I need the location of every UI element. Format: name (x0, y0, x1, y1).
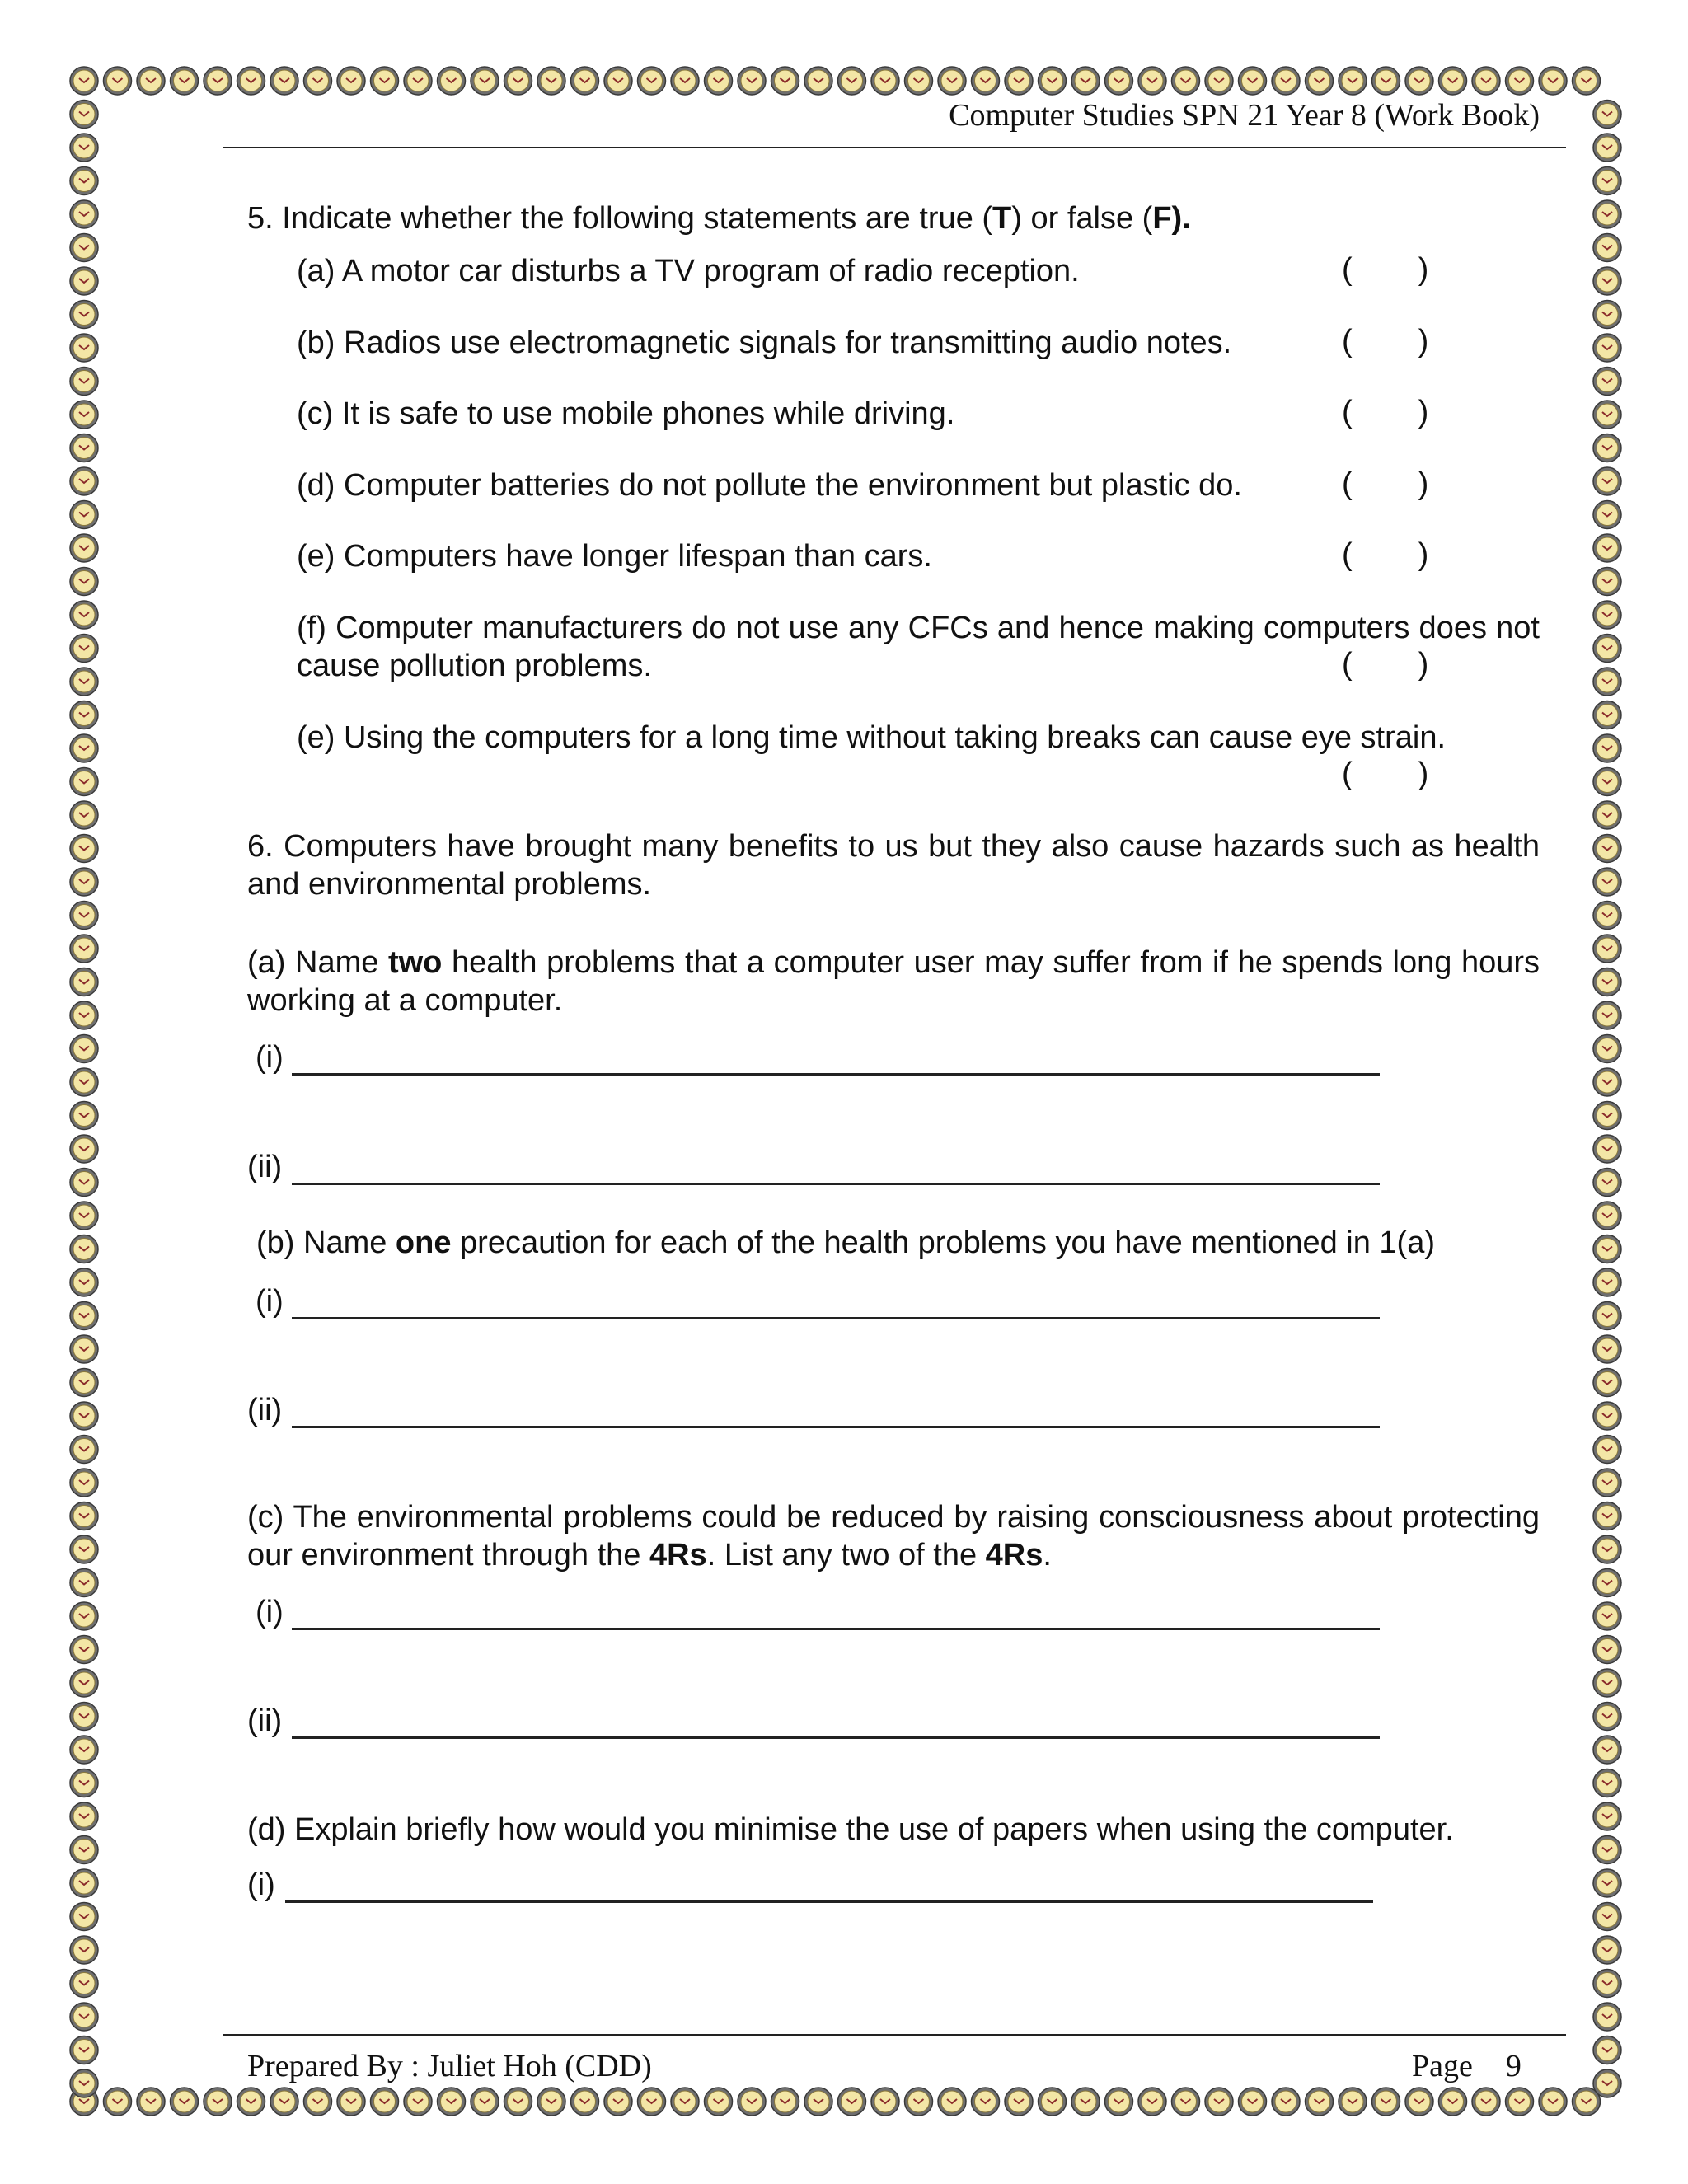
q6a-label-ii: (ii) (247, 1150, 283, 1184)
clock-icon (1593, 1502, 1621, 1530)
q5-item-b: (b) Radios use electromagnetic signals for transmitting audio notes. (297, 326, 1232, 360)
clock-icon (604, 2088, 632, 2116)
q6c-question: (c) The environmental problems could be reduced by raising consciousness about protecting our environment through the 4Rs. List any two of the 4Rs. (247, 1500, 1540, 1572)
q6d-answer-line-i[interactable] (285, 1900, 1373, 1903)
clock-icon (1539, 2088, 1567, 2116)
answer-box-c[interactable]: ( ) (1342, 395, 1429, 429)
footer-rule (223, 2034, 1566, 2036)
clock-icon (70, 768, 98, 796)
clock-icon (70, 1369, 98, 1397)
clock-icon (1593, 1869, 1621, 1897)
clock-icon (104, 67, 132, 95)
clock-icon (871, 2088, 899, 2116)
clock-icon (70, 1535, 98, 1563)
clock-icon (1306, 67, 1334, 95)
clock-icon (1593, 1636, 1621, 1664)
clock-icon (70, 534, 98, 562)
clock-icon (70, 167, 98, 195)
clock-icon (70, 835, 98, 863)
clock-icon (1005, 67, 1033, 95)
clock-icon (70, 1302, 98, 1330)
q6c-answer-line-i[interactable] (292, 1628, 1380, 1630)
clock-icon (70, 1903, 98, 1931)
q5-item-e: (e) Computers have longer lifespan than cars. (297, 539, 932, 574)
clock-icon (1593, 1836, 1621, 1864)
q5-item-c: (c) It is safe to use mobile phones while driving. (297, 396, 955, 431)
clock-icon (70, 868, 98, 896)
clock-icon (771, 2088, 799, 2116)
clock-icon (70, 935, 98, 963)
clock-icon (1593, 1535, 1621, 1563)
q5-item-a: (a) A motor car disturbs a TV program of radio reception. (297, 254, 1080, 288)
clock-icon (1071, 67, 1100, 95)
clock-icon (70, 968, 98, 996)
clock-icon (1439, 67, 1467, 95)
clock-icon (70, 1402, 98, 1430)
clock-icon (1593, 234, 1621, 262)
clock-icon (70, 1736, 98, 1764)
clock-icon (1593, 534, 1621, 562)
clock-icon (471, 2088, 499, 2116)
clock-icon (70, 1436, 98, 1464)
clock-icon (1506, 67, 1534, 95)
clock-icon (972, 2088, 1000, 2116)
clock-icon (871, 67, 899, 95)
clock-icon (1593, 1669, 1621, 1697)
clock-icon (1138, 67, 1166, 95)
clock-icon (70, 1769, 98, 1797)
clock-icon (1172, 2088, 1200, 2116)
clock-icon (1593, 434, 1621, 462)
clock-icon (1172, 67, 1200, 95)
clock-icon (137, 67, 165, 95)
clock-icon (70, 434, 98, 462)
clock-icon (1593, 1001, 1621, 1029)
q6a-question: (a) Name two health problems that a computer user may suffer from if he spends long hours working at a computer. (247, 945, 1540, 1018)
clock-icon (70, 902, 98, 930)
clock-icon (1593, 2069, 1621, 2097)
clock-icon (70, 1802, 98, 1830)
clock-icon (1593, 635, 1621, 663)
clock-icon (70, 734, 98, 762)
clock-icon (70, 1669, 98, 1697)
clock-icon (70, 401, 98, 429)
clock-icon (1205, 2088, 1233, 2116)
clock-icon (671, 2088, 699, 2116)
clock-icon (70, 368, 98, 396)
clock-icon (738, 67, 766, 95)
clock-icon (1005, 2088, 1033, 2116)
clock-icon (1593, 968, 1621, 996)
clock-icon (738, 2088, 766, 2116)
q6b-question: (b) Name one precaution for each of the health problems you have mentioned in 1(a) (256, 1226, 1435, 1260)
clock-icon (604, 67, 632, 95)
clock-icon (70, 234, 98, 262)
clock-icon (938, 67, 966, 95)
clock-icon (237, 67, 265, 95)
q6c-answer-line-ii[interactable] (292, 1736, 1380, 1739)
answer-box-f[interactable]: ( ) (1342, 647, 1429, 682)
clock-icon (1593, 134, 1621, 162)
clock-icon (1593, 334, 1621, 362)
clock-icon (1071, 2088, 1100, 2116)
clock-icon (838, 2088, 866, 2116)
clock-icon (1573, 67, 1601, 95)
footer-page (1412, 2048, 1522, 2084)
clock-icon (1239, 67, 1267, 95)
clock-icon (1272, 67, 1300, 95)
clock-icon (1339, 67, 1367, 95)
clock-icon (70, 1869, 98, 1897)
answer-box-e[interactable]: ( ) (1342, 537, 1429, 572)
clock-icon (1039, 2088, 1067, 2116)
clock-icon (1593, 768, 1621, 796)
answer-box-d[interactable]: ( ) (1342, 466, 1429, 501)
clock-icon (1239, 2088, 1267, 2116)
clock-icon (70, 1001, 98, 1029)
clock-icon (70, 1102, 98, 1130)
clock-icon (1039, 67, 1067, 95)
clock-icon (1439, 2088, 1467, 2116)
clock-icon (1593, 1936, 1621, 1964)
clock-icon (70, 1469, 98, 1497)
q6a-answer-line-i[interactable] (292, 1073, 1380, 1076)
clock-icon (70, 1169, 98, 1197)
q6a-label-i: (i) (256, 1040, 284, 1075)
clock-icon (1593, 1402, 1621, 1430)
clock-icon (304, 67, 332, 95)
clock-icon (70, 501, 98, 529)
clock-icon (1593, 1235, 1621, 1263)
clock-icon (571, 67, 599, 95)
clock-icon (504, 2088, 532, 2116)
clock-icon (1339, 2088, 1367, 2116)
clock-icon (70, 2003, 98, 2031)
clock-icon (1593, 1369, 1621, 1397)
clock-icon (371, 2088, 399, 2116)
clock-icon (1405, 2088, 1433, 2116)
clock-icon (1593, 601, 1621, 629)
clock-icon (70, 801, 98, 829)
clock-icon (70, 1569, 98, 1597)
clock-icon (171, 67, 199, 95)
q5-item-g: (e) Using the computers for a long time without taking breaks can cause eye strain. (297, 720, 1447, 755)
clock-icon (1593, 2036, 1621, 2064)
clock-icon (1593, 1970, 1621, 1998)
clock-icon (70, 134, 98, 162)
clock-icon (337, 67, 365, 95)
clock-icon (1593, 1602, 1621, 1630)
clock-icon (471, 67, 499, 95)
clock-icon (70, 1936, 98, 1964)
clock-icon (1593, 1703, 1621, 1731)
header-rule (223, 147, 1566, 148)
clock-icon (1472, 67, 1500, 95)
clock-icon (1593, 1135, 1621, 1163)
clock-icon (137, 2088, 165, 2116)
clock-icon (337, 2088, 365, 2116)
q6c-label-i: (i) (256, 1595, 284, 1629)
clock-icon (438, 67, 466, 95)
clock-icon (938, 2088, 966, 2116)
clock-icon (1593, 1436, 1621, 1464)
clock-icon (70, 1636, 98, 1664)
clock-icon (1138, 2088, 1166, 2116)
clock-icon (438, 2088, 466, 2116)
clock-icon (270, 2088, 298, 2116)
q5-instruction: 5. Indicate whether the following statements are true (T) or false (F). (247, 201, 1191, 236)
clock-icon (537, 67, 565, 95)
clock-icon (905, 2088, 933, 2116)
clock-icon (1306, 2088, 1334, 2116)
clock-icon (1472, 2088, 1500, 2116)
clock-icon (70, 67, 98, 95)
clock-icon (70, 1135, 98, 1163)
clock-icon (838, 67, 866, 95)
footer-prepared-by: Prepared By : Juliet Hoh (CDD) (247, 2049, 652, 2083)
clock-icon (1593, 501, 1621, 529)
clock-icon (70, 1703, 98, 1731)
clock-icon (1593, 167, 1621, 195)
clock-icon (70, 1068, 98, 1096)
clock-icon (1593, 734, 1621, 762)
clock-icon (671, 67, 699, 95)
clock-icon (1539, 67, 1567, 95)
clock-icon (571, 2088, 599, 2116)
answer-box-a[interactable]: ( ) (1342, 252, 1429, 287)
answer-box-b[interactable]: ( ) (1342, 324, 1429, 359)
q6-intro: 6. Computers have brought many benefits to us but they also cause hazards such as health and environmental problems. (247, 829, 1540, 902)
clock-icon (70, 1970, 98, 1998)
clock-icon (1593, 101, 1621, 129)
clock-icon (1593, 1335, 1621, 1363)
clock-icon (1272, 2088, 1300, 2116)
clock-icon (771, 67, 799, 95)
clock-icon (104, 2088, 132, 2116)
clock-icon (972, 67, 1000, 95)
clock-icon (1593, 200, 1621, 228)
clock-icon (70, 1268, 98, 1296)
clock-icon (1105, 2088, 1133, 2116)
clock-icon (1372, 67, 1400, 95)
clock-icon (70, 2069, 98, 2097)
answer-box-g[interactable]: ( ) (1342, 757, 1429, 791)
clock-icon (1405, 67, 1433, 95)
clock-icon (70, 1602, 98, 1630)
clock-icon (270, 67, 298, 95)
clock-icon (1593, 267, 1621, 295)
clock-icon (70, 467, 98, 495)
clock-icon (1593, 2003, 1621, 2031)
q6d-label-i: (i) (247, 1868, 275, 1902)
clock-icon (70, 635, 98, 663)
clock-icon (1372, 2088, 1400, 2116)
clock-icon (1593, 1202, 1621, 1230)
clock-icon (70, 1235, 98, 1263)
clock-icon (70, 1836, 98, 1864)
clock-icon (70, 2036, 98, 2064)
clock-icon (70, 1035, 98, 1063)
q6b-answer-line-ii[interactable] (292, 1426, 1380, 1428)
clock-icon (70, 568, 98, 596)
clock-icon (1506, 2088, 1534, 2116)
clock-icon (537, 2088, 565, 2116)
clock-icon (404, 2088, 432, 2116)
clock-icon (1593, 1569, 1621, 1597)
clock-icon (304, 2088, 332, 2116)
clock-icon (504, 67, 532, 95)
clock-icon (638, 67, 666, 95)
clock-icon (705, 2088, 733, 2116)
clock-icon (70, 101, 98, 129)
q6a-answer-line-ii[interactable] (292, 1183, 1380, 1185)
q6d-question: (d) Explain briefly how would you minimise the use of papers when using the computer. (247, 1812, 1454, 1847)
clock-icon (1205, 67, 1233, 95)
page-label: Page (1412, 2049, 1473, 2083)
clock-icon (70, 668, 98, 696)
clock-icon (171, 2088, 199, 2116)
clock-icon (371, 67, 399, 95)
q6b-label-ii: (ii) (247, 1393, 283, 1427)
clock-icon (70, 1335, 98, 1363)
page-number: 9 (1505, 2049, 1522, 2083)
clock-icon (1593, 301, 1621, 329)
clock-icon (70, 1202, 98, 1230)
clock-icon (1593, 1169, 1621, 1197)
clock-icon (1593, 368, 1621, 396)
clock-icon (1593, 1302, 1621, 1330)
clock-icon (70, 267, 98, 295)
clock-icon (1593, 935, 1621, 963)
q5-item-f: (f) Computer manufacturers do not use any CFCs and hence making computers does not cause pollution problems. (297, 611, 1540, 683)
q5-item-d: (d) Computer batteries do not pollute the environment but plastic do. (297, 468, 1242, 503)
clock-icon (1593, 568, 1621, 596)
clock-icon (204, 2088, 232, 2116)
clock-icon (1593, 1802, 1621, 1830)
clock-icon (1593, 1769, 1621, 1797)
clock-icon (1593, 1102, 1621, 1130)
clock-icon (204, 67, 232, 95)
clock-icon (1593, 1469, 1621, 1497)
clock-icon (70, 301, 98, 329)
clock-icon (404, 67, 432, 95)
clock-icon (1593, 1903, 1621, 1931)
q6b-label-i: (i) (256, 1284, 284, 1319)
clock-icon (1593, 701, 1621, 729)
q6b-answer-line-i[interactable] (292, 1317, 1380, 1319)
clock-icon (638, 2088, 666, 2116)
clock-icon (1593, 801, 1621, 829)
q6c-label-ii: (ii) (247, 1704, 283, 1738)
clock-icon (1593, 401, 1621, 429)
clock-icon (804, 2088, 832, 2116)
clock-icon (1593, 1068, 1621, 1096)
clock-icon (1593, 467, 1621, 495)
clock-icon (70, 1502, 98, 1530)
clock-icon (70, 334, 98, 362)
clock-icon (1593, 1736, 1621, 1764)
clock-icon (1593, 835, 1621, 863)
clock-icon (70, 200, 98, 228)
clock-icon (1593, 868, 1621, 896)
clock-icon (1105, 67, 1133, 95)
clock-icon (1593, 1035, 1621, 1063)
clock-icon (705, 67, 733, 95)
clock-icon (1593, 902, 1621, 930)
clock-icon (804, 67, 832, 95)
clock-icon (70, 601, 98, 629)
clock-icon (237, 2088, 265, 2116)
clock-icon (1593, 1268, 1621, 1296)
clock-icon (1593, 668, 1621, 696)
clock-icon (905, 67, 933, 95)
clock-icon (70, 701, 98, 729)
header-title: Computer Studies SPN 21 Year 8 (Work Book) (949, 98, 1540, 133)
